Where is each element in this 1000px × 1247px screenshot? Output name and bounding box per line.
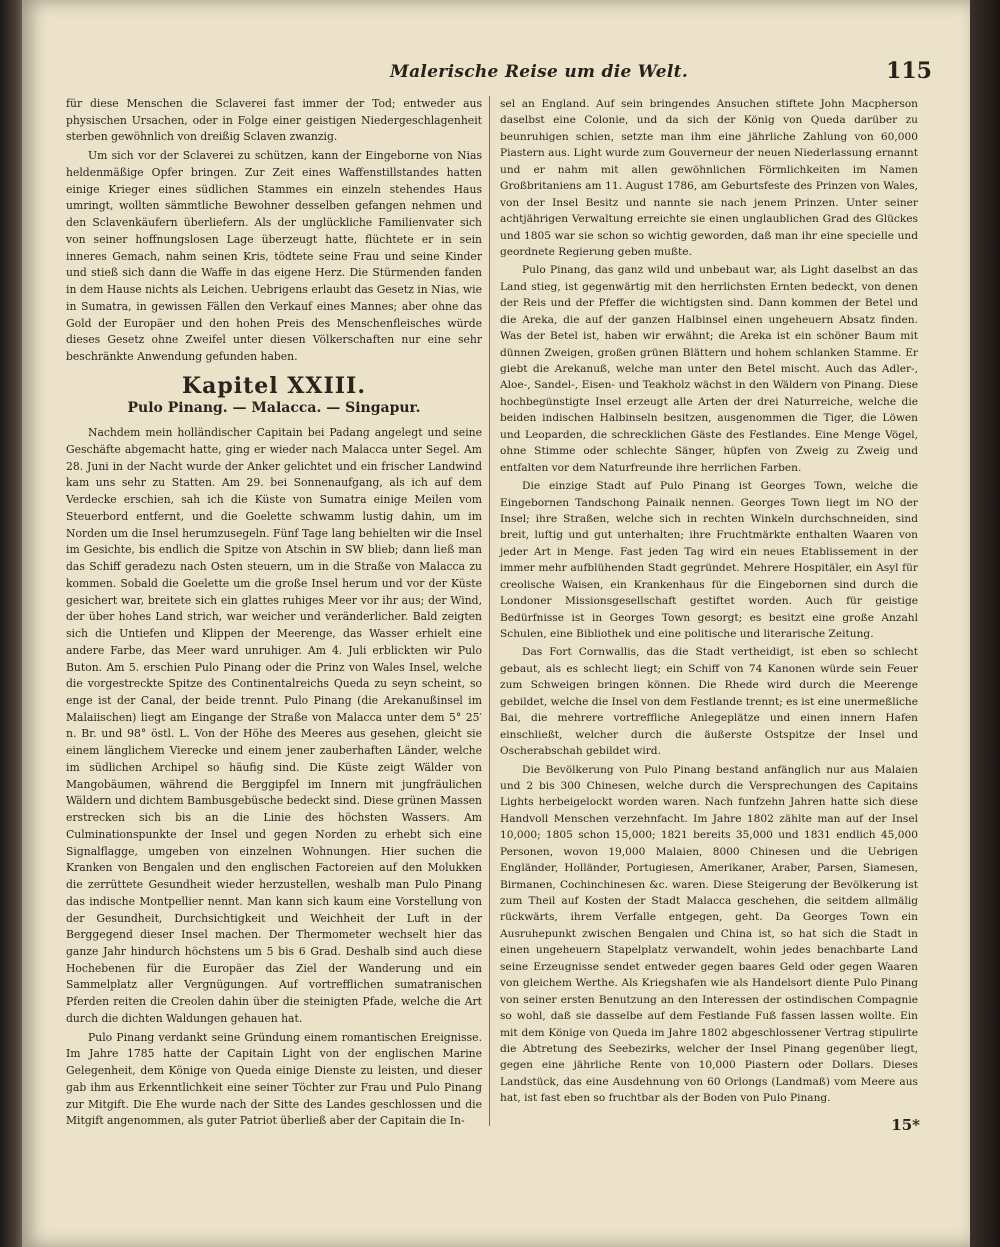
running-title: Malerische Reise um die Welt.	[390, 62, 689, 82]
signature-mark: 15*	[891, 1116, 920, 1134]
chapter-title: Kapitel XXIII.	[182, 372, 366, 399]
left-column	[66, 96, 482, 1132]
paragraph: sel an England. Auf sein bringendes Ansuchen stiftete John Macpherson daselbst eine Colonie, und da sich der König von Queda darüber zu beunruhigen schien, setzte man ihm eine jährliche Zahlung von 60,000 Piastern aus. Light wurde zum Gouverneur der neuen Niederlassung ernannt und er nahm mit allen gewöhnlichen Förmlichkeiten im Namen Großbritaniens am 11. August 1786, am Geburtsfeste des Prinzen von Wales, von der Insel Besitz und nannte sie nach jenem Prinzen. Unter seiner achtjährigen Verwaltung erreichte sie einen unglaublichen Grad des Glückes und 1805 war sie schon so wichtig geworden, daß man ihr eine specielle und geordnete Regierung geben mußte.	[500, 98, 918, 258]
page-number: 115	[886, 58, 932, 84]
book-right-edge	[970, 0, 1000, 1247]
paragraph: für diese Menschen die Sclaverei fast immer der Tod; entweder aus physischen Ursachen, oder in Folge einer geistigen Niedergeschlagenheit sterben gewöhnlich von dreißig Sclaven zwanzig.	[66, 97, 482, 144]
right-column	[500, 96, 918, 1109]
paragraph: Die einzige Stadt auf Pulo Pinang ist Georges Town, welche die Eingebornen Tandschong Painaik nennen. Georges Town liegt im NO der Insel; ihre Straßen, welche sich in rechten Winkeln durchschneiden, sind breit, luftig und gut unterhalten; ihre Fruchtmärkte enthalten Waaren von jeder Art in Menge. Fast jeden Tag wird ein neues Etablissement in der immer mehr aufblühenden Stadt gegründet. Mehrere Hospitäler, ein Asyl für creolische Waisen, ein Krankenhaus für die Eingebornen sind durch die Londoner Missionsgesellschaft gestiftet worden. Auch für geistige Bedürfnisse ist in Georges Town gesorgt; es besitzt eine große Anzahl Schulen, eine Bibliothek und eine politische und literarische Zeitung.	[500, 480, 918, 640]
paragraph: Um sich vor der Sclaverei zu schützen, kann der Eingeborne von Nias heldenmäßige Opfer bringen. Zur Zeit eines Waffenstillstandes hatten einige Krieger eines südlichen Stammes ein einzeln stehendes Haus umringt, wollten sämmtliche Bewohner desselben gefangen nehmen und den Sclavenkäufern überliefern. Als der unglückliche Familienvater sich von seiner hoffnungslosen Lage überzeugt hatte, flüchtete er in sein inneres Gemach, nahm seinen Kris, tödtete seine Frau und seine Kinder und stieß sich dann die Waffe in das eigene Herz. Die Stürmenden fanden in dem Hause nichts als Leichen. Uebrigens erlaubt das Gesetz in Nias, wie in Sumatra, in gewissen Fällen den Verkauf eines Mannes; aber ohne das Gold der Europäer und den hohen Preis des Menschenfleisches würde dieses Gesetz ohne Zweifel unter diesen Völkerschaften nur eine sehr beschränkte Anwendung gefunden haben.	[66, 149, 482, 364]
paragraph: Pulo Pinang, das ganz wild und unbebaut war, als Light daselbst an das Land stieg, ist gegenwärtig mit den herrlichsten Ernten bedeckt, von denen der Reis und der Pfeffer die wichtigsten sind. Dann kommen der Betel und die Areka, die auf der ganzen Halbinsel einen ungeheuern Absatz finden. Was der Betel ist, haben wir erwähnt; die Areka ist ein schöner Baum mit dünnen Zweigen, großen grünen Blättern und hohem schlanken Stamme. Er giebt die Arekanuß, welche man unter den Betel mischt. Auch das Adler-, Aloe-, Sandel-, Eisen- und Teakholz wächst in den Wäldern von Pinang. Diese hochbegünstigte Insel erzeugt alle Arten der drei Naturreiche, welche die beiden indischen Halbinseln besitzen, ausgenommen die Tiger, die Löwen und Leoparden, die schrecklichen Gäste des Festlandes. Eine Menge Vögel, ohne Stimme oder schlechte Sänger, hüpfen von Zweig zu Zweig und entfalten vor dem Naturfreunde ihre herrlichen Farben.	[500, 264, 918, 474]
paragraph: Pulo Pinang verdankt seine Gründung einem romantischen Ereignisse. Im Jahre 1785 hatte der Capitain Light von der englischen Marine Gelegenheit, dem Könige von Queda einige Dienste zu leisten, und dieser gab ihm aus Erkenntlichkeit eine seiner Töchter zur Frau und Pulo Pinang zur Mitgift. Die Ehe wurde nach der Sitte des Landes geschlossen und die Mitgift angenommen, als guter Patriot überließ aber der Capitain die In-	[66, 1030, 482, 1128]
paragraph: Nachdem mein holländischer Capitain bei Padang angelegt und seine Geschäfte abgemacht hatte, ging er wieder nach Malacca unter Segel. Am 28. Juni in der Nacht wurde der Anker gelichtet und ein frischer Landwind kam uns sehr zu Statten. Am 29. bei Sonnenaufgang, als ich auf dem Verdecke erschien, sah ich die Küste von Sumatra einige Meilen vom Steuerbord entfernt, und die Goelette schwamm lustig dahin, um im Norden um die Insel herumzusegeln. Fünf Tage lang behielten wir die Insel im Gesichte, bis endlich die Spitze von Atschin in SW blieb; dann ließ man das Schiff geradezu nach Osten steuern, um in die Straße von Malacca zu kommen. Sobald die Goelette um die große Insel herum und vor der Küste gesichert war, breitete sich ein glattes ruhiges Meer vor ihr aus; der Wind, der über hohes Land strich, war weicher und veränderlicher. Bald zeigten sich die Untiefen und Klippen der Meerenge, das Wasser erhielt eine andere Farbe, das Meer ward unruhiger. Am 4. Juli erblickten wir Pulo Buton. Am 5. erschien Pulo Pinang oder die Prinz von Wales Insel, welche die vorgestreckte Spitze des Continentalreichs Queda zu seyn scheint, so enge ist der Canal, der beide trennt. Pulo Pinang (die Arekanußinsel im Malaiischen) liegt am Eingange der Straße von Malacca unter dem 5° 25′ n. Br. und 98° östl. L. Von der Höhe des Meeres aus gesehen, gleicht sie einem länglichem Vierecke und einem jener zauberhaften Länder, welche im südlichen Archipel so häufig sind. Die Küste zeigt Wälder von Mangobäumen, während die Berggipfel im Innern mit jungfräulichen Wäldern und dichtem Bambusgebüsche bedeckt sind. Diese grünen Massen erstrecken sich bis an die Linie des höchsten Wassers. Am Culminationspunkte der Insel und gegen Norden zu erhebt sich eine Signalflagge, umgeben von einzelnen Wohnungen. Hier suchen die Kranken von Bengalen und den englischen Factoreien auf den Molukken die zerrüttete Gesundheit wieder herzustellen, weshalb man Pulo Pinang das indische Montpellier nennt. Man kann sich kaum eine Vorstellung von der Gesundheit, Durchsichtigkeit und Weichheit der Luft in der Berggegend dieser Insel machen. Der Thermometer wechselt hier das ganze Jahr hindurch höchstens um 5 bis 6 Grad. Deshalb sind auch diese Hochebenen für die Europäer das Ziel der Wanderung und ein Sammelplatz aller Vergnügungen. Auf vortrefflichen sumatranischen Pferden reiten die Creolen dahin über die steinigten Pfade, welche die Art durch die dichten Waldungen gehauen hat.	[66, 426, 482, 1025]
column-divider	[489, 96, 490, 1126]
book-spine	[0, 0, 22, 1247]
paragraph: Das Fort Cornwallis, das die Stadt vertheidigt, ist eben so schlecht gebaut, als es schlecht liegt; ein Schiff von 74 Kanonen würde sein Feuer zum Schweigen bringen können. Die Rhede wird durch die Meerenge gebildet, welche die Insel von dem Festlande trennt; es ist eine unermeßliche Bai, die mehrere vortreffliche Anlegeplätze und einen innern Hafen einschließt, welcher durch die äußerste Ostspitze der Insel und Oscherabschah gebildet wird.	[500, 646, 918, 758]
chapter-subtitle: Pulo Pinang. — Malacca. — Singapur.	[127, 400, 421, 417]
paragraph: Die Bevölkerung von Pulo Pinang bestand anfänglich nur aus Malaien und 2 bis 300 Chinesen, welche durch die Versprechungen des Capitains Lights herbeigelockt worden waren. Nach funfzehn Jahren hatte sich diese Handvoll Menschen verzehnfacht. Im Jahre 1802 zählte man auf der Insel 10,000; 1805 schon 15,000; 1821 bereits 35,000 und 1831 endlich 45,000 Personen, wovon 19,000 Malaien, 8000 Chinesen und die Uebrigen Engländer, Holländer, Portugiesen, Amerikaner, Araber, Parsen, Siamesen, Birmanen, Cochinchinesen &c. waren. Diese Steigerung der Bevölkerung ist zum Theil auf Kosten der Stadt Malacca geschehen, die seitdem allmälig rückwärts, ihrem Verfalle entgegen, geht. Da Georges Town ein Ausruhepunkt zwischen Bengalen und China ist, so hat sich die Stadt in einen ungeheuern Stapelplatz verwandelt, wohin jedes benachbarte Land seine Erzeugnisse sendet entweder gegen baares Geld oder gegen Waaren von gleichem Werthe. Als Kriegshafen wie als Handelsort diente Pulo Pinang von seiner ersten Benutzung an den Interessen der ostindischen Compagnie so wohl, daß sie dasselbe auf dem Festlande Fuß fassen lassen wollte. Ein mit dem Könige von Queda im Jahre 1802 abgeschlossener Vertrag stipulirte die Abtretung des Seebezirks, welcher der Insel Pinang gegenüber liegt, gegen eine jährliche Rente von 10,000 Piastern oder Dollars. Dieses Landstück, das eine Ausdehnung von 60 Orlongs (Landmaß) vom Meere aus hat, ist fast eben so fruchtbar als der Boden von Pulo Pinang.	[500, 763, 918, 1105]
running-header	[60, 58, 932, 90]
